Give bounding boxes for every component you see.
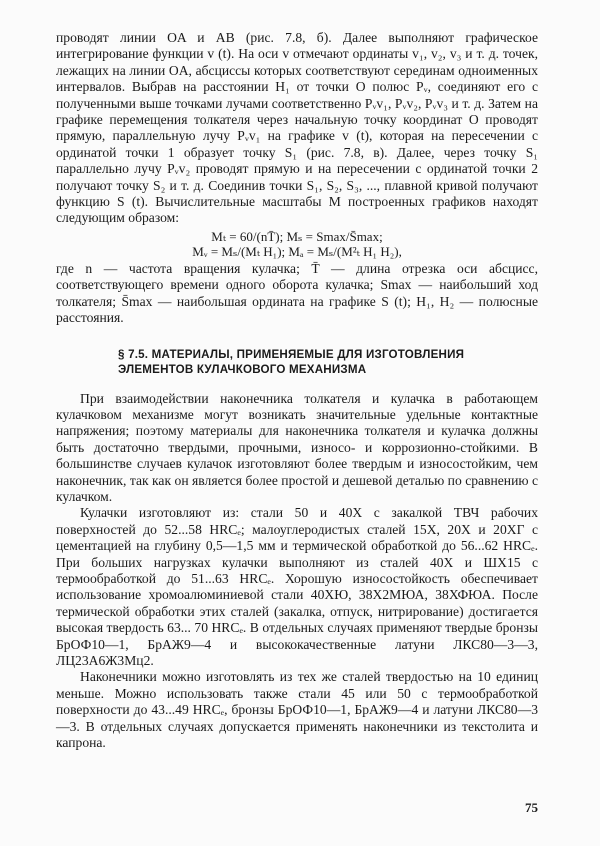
section-heading-line-1: § 7.5. МАТЕРИАЛЫ, ПРИМЕНЯЕМЫЕ ДЛЯ ИЗГОТОВЛЕНИЯ — [118, 347, 465, 361]
page-number: 75 — [525, 800, 538, 815]
text-column — [56, 30, 538, 751]
paragraph-cam-materials: Кулачки изготовляют из: стали 50 и 40Х с закалкой ТВЧ рабочих поверхностей до 52...58 HRCₑ; малоуглеродистых сталей 15Х, 20Х и 20ХГ с цементацией на глубину 0,5—1,5 мм и термической обработкой до 56...62 HRCₑ. При больших нагрузках кулачки выполняют из сталей 40Х и ШХ15 с термообработкой до 51...63 HRCₑ. Хорошую износостойкость обеспечивает использование хромоалюминиевой стали 40ХЮ, 38Х2МЮА, 38ХФЮА. После термической обработки этих сталей (закалка, отпуск, нитрирование) достигается высокая твердость 63... 70 HRCₑ. В отдельных случаях применяют твердые бронзы БрОФ10—1, БрАЖ9—4 и высококачественные латуни ЛКС80—3—3, ЛЦ23А6Ж3Мц2. — [56, 505, 538, 668]
paragraph-graph-construction: проводят линии OA и AB (рис. 7.8, б). Далее выполняют графическое интегрирование функции v (t). На оси v отмечают ординаты v₁, v₂, v₃ и т. д. точек, лежащих на линии OA, абсциссы которых соответствуют серединам одноименных интервалов. Выбрав на расстоянии H₁ от точки O полюс Pᵥ, соединяют его с полученными выше точками лучами соответственно Pᵥv₁, Pᵥv₂, Pᵥv₃ и т. д. Затем на графике перемещения толкателя через начальную точку координат O проводят прямую, параллельную лучу Pᵥv₁ на графике v (t), которая на пересечении с ординатой точки 1 образует точку S₁ (рис. 7.8, в). Далее, через точку S₁ параллельно лучу Pᵥv₂ проводят прямую и на пересечении с ординатой точки 2 получают точку S₂ и т. д. Соединив точки S₁, S₂, S₃, ..., плавной кривой получают функцию S (t). Вычислительные масштабы M построенных графиков находят следующим образом: — [56, 30, 538, 226]
paragraph-tip-materials: Наконечники можно изготовлять из тех же сталей твердостью на 10 единиц меньше. Можно использовать также стали 45 или 50 с термообработкой поверхности до 43...49 HRCₑ, бронзы БрОФ10—1, БрАЖ9—4 и латуни ЛКС80—3—3. В отдельных случаях допускается применять наконечники из текстолита и капрона. — [56, 669, 538, 751]
section-heading — [56, 347, 538, 377]
section-heading-line-2: ЭЛЕМЕНТОВ КУЛАЧКОВОГО МЕХАНИЗМА — [118, 362, 367, 376]
formula-line-1: Mₜ = 60/(nT̄); Mₛ = Smax/S̄max; — [211, 228, 383, 244]
formula-line-2: Mᵥ = Mₛ/(Mₜ H₁); Mₐ = Mₛ/(M²ₜ H₁ H₂), — [192, 244, 402, 260]
paragraph-notation-legend: где n — частота вращения кулачка; T̄ — длина отрезка оси абсцисс, соответствующего времени одного оборота кулачка; Smax — наибольший ход толкателя; S̄max — наибольшая ордината на графике S (t); H₁, H₂ — полюсные расстояния. — [56, 260, 538, 326]
scale-formulas — [56, 229, 538, 260]
paragraph-contact-stresses: При взаимодействии наконечника толкателя и кулачка в работающем кулачковом механизме могут возникать значительные удельные контактные напряжения; поэтому материалы для наконечника толкателя и кулачка должны быть достаточно твердыми, прочными, износо- и коррозионно-стойкими. В большинстве случаев кулачок изготовляют более твердым и износостойким, чем наконечник, так как он является более простой и дешевой деталью по сравнению с кулачком. — [56, 390, 538, 504]
